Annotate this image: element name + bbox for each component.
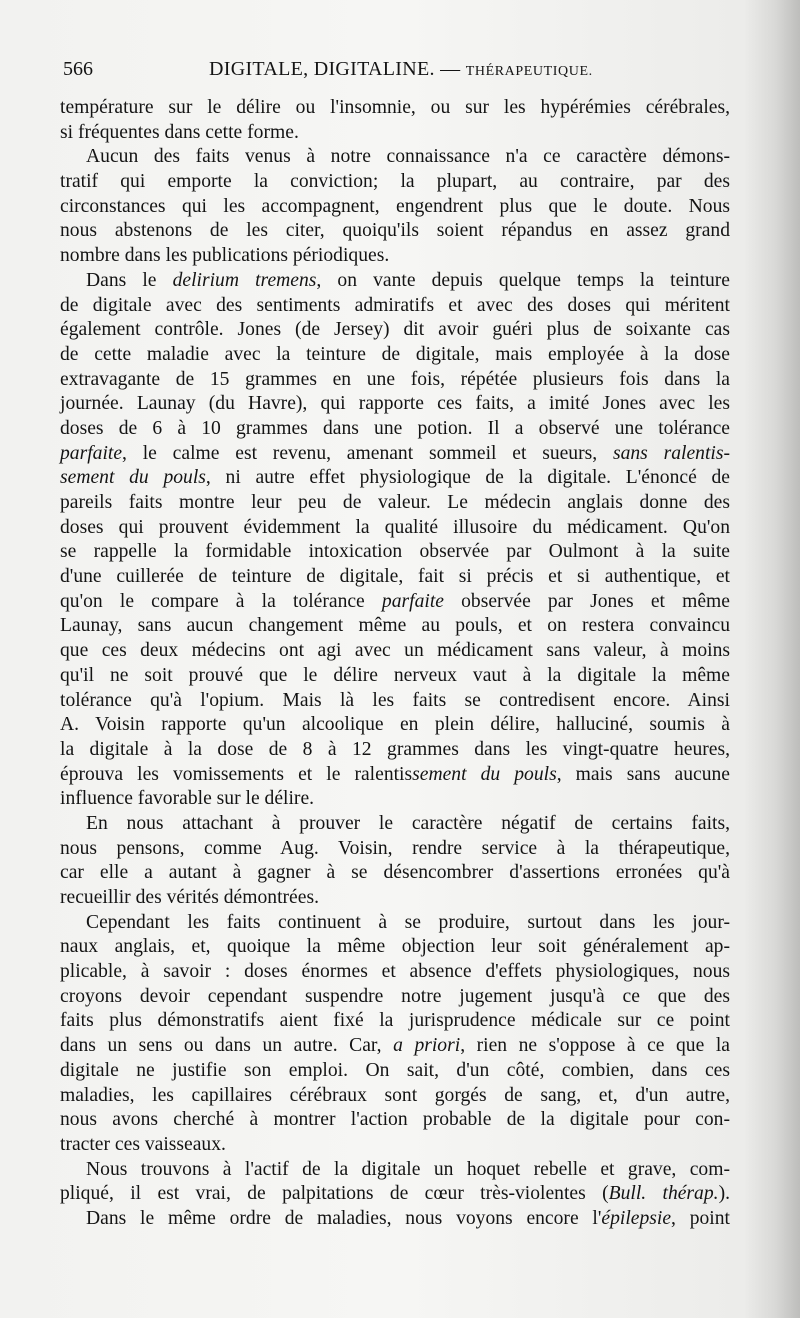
text-line: Dans le même ordre de maladies, nous voyons encore l'épilepsie, point [86, 1207, 730, 1229]
text-line: tratif qui emporte la conviction; la plupart, au contraire, par des [60, 171, 730, 193]
text-line: éprouva les vomissements et le ralentissement du pouls, mais sans aucune [60, 763, 730, 785]
text-line: parfaite, le calme est revenu, amenant sommeil et sueurs, sans ralentis- [60, 442, 730, 464]
text-line: nombre dans les publications périodiques. [60, 245, 390, 267]
text-line: que ces deux médecins ont agi avec un médicament sans valeur, à moins [60, 640, 730, 662]
text-line: plicable, à savoir : doses énormes et absence d'effets physiologiques, nous [60, 961, 730, 983]
text-line: doses qui prouvent évidemment la qualité illusoire du médicament. Qu'on [60, 516, 730, 538]
text-line: naux anglais, et, quoique la même objection leur soit généralement ap- [60, 936, 730, 958]
running-title-section: THÉRAPEUTIQUE. [465, 64, 593, 79]
text-line: croyons devoir cependant suspendre notre jugement jusqu'à ce que des [60, 985, 730, 1007]
text-line: journée. Launay (du Havre), qui rapporte ces faits, a imité Jones avec les [60, 393, 730, 415]
text-line: Nous trouvons à l'actif de la digitale un hoquet rebelle et grave, com- [86, 1158, 730, 1180]
text-line: faits plus démonstratifs aient fixé la jurisprudence médicale sur ce point [60, 1010, 730, 1032]
text-line: tolérance qu'à l'opium. Mais là les faits se contredisent encore. Ainsi [60, 689, 730, 711]
text-line: température sur le délire ou l'insomnie, ou sur les hypérémies cérébrales, [60, 97, 730, 118]
text-line: Cependant les faits continuent à se produire, surtout dans les jour- [86, 911, 730, 933]
text-line: extravagante de 15 grammes en une fois, répétée plusieurs fois dans la [60, 368, 730, 390]
text-line: En nous attachant à prouver le caractère négatif de certains faits, [86, 812, 730, 834]
text-line: Aucun des faits venus à notre connaissance n'a ce caractère démons- [86, 146, 730, 168]
text-line: d'une cuillerée de teinture de digitale, fait si précis et si authentique, et [60, 566, 730, 588]
text-line: doses de 6 à 10 grammes dans une potion. Il a observé une tolérance [60, 417, 730, 439]
text-line: maladies, les capillaires cérébraux sont gorgés de sang, et, d'un autre, [60, 1084, 730, 1106]
text-line: A. Voisin rapporte qu'un alcoolique en plein délire, halluciné, soumis à [60, 714, 730, 736]
text-line: nous pensons, comme Aug. Voisin, rendre service à la thérapeutique, [60, 837, 730, 859]
text-line: circonstances qui les accompagnent, engendrent plus que le doute. Nous [60, 195, 730, 217]
text-line: également contrôle. Jones (de Jersey) dit avoir guéri plus de soixante cas [60, 319, 730, 341]
running-title-main: DIGITALE, DIGITALINE. — [209, 58, 466, 80]
text-line: qu'il ne soit prouvé que le délire nerveux vaut à la digitale la même [60, 664, 730, 686]
text-line: nous abstenons de les citer, quoiqu'ils soient répandus en assez grand [60, 220, 730, 242]
text-line: pareils faits montre leur peu de valeur. Le médecin anglais donne des [60, 492, 730, 513]
text-line: la digitale à la dose de 8 à 12 grammes dans les vingt-quatre heures, [60, 738, 730, 760]
text-line: de digitale avec des sentiments admiratifs et avec des doses qui méritent [60, 294, 730, 316]
page-number: 566 [63, 58, 93, 80]
text-line: recueillir des vérités démontrées. [60, 887, 319, 908]
text-line: digitale ne justifie son emploi. On sait, d'un côté, combien, dans ces [60, 1059, 730, 1081]
running-title [209, 58, 593, 81]
text-line: Launay, sans aucun changement même au pouls, et on restera convaincu [60, 615, 730, 637]
text-line: dans un sens ou dans un autre. Car, a priori, rien ne s'oppose à ce que la [60, 1035, 730, 1057]
text-line: car elle a autant à gagner à se désencombrer d'assertions erronées qu'à [60, 862, 730, 884]
running-header [63, 58, 743, 88]
body-text [60, 96, 730, 1232]
text-line: Dans le delirium tremens, on vante depuis quelque temps la teinture [86, 269, 730, 291]
text-line: sement du pouls, ni autre effet physiologique de la digitale. L'énoncé de [60, 467, 730, 489]
text-line: tracter ces vaisseaux. [60, 1133, 226, 1155]
text-line: pliqué, il est vrai, de palpitations de cœur très-violentes (Bull. thérap.). [60, 1183, 730, 1205]
text-line: qu'on le compare à la tolérance parfaite observée par Jones et même [60, 590, 730, 612]
text-line: se rappelle la formidable intoxication observée par Oulmont à la suite [60, 541, 730, 563]
text-line: nous avons cherché à montrer l'action probable de la digitale pour con- [60, 1109, 730, 1131]
text-line: de cette maladie avec la teinture de digitale, mais employée à la dose [60, 343, 730, 365]
text-line: si fréquentes dans cette forme. [60, 121, 299, 143]
text-line: influence favorable sur le délire. [60, 788, 315, 810]
